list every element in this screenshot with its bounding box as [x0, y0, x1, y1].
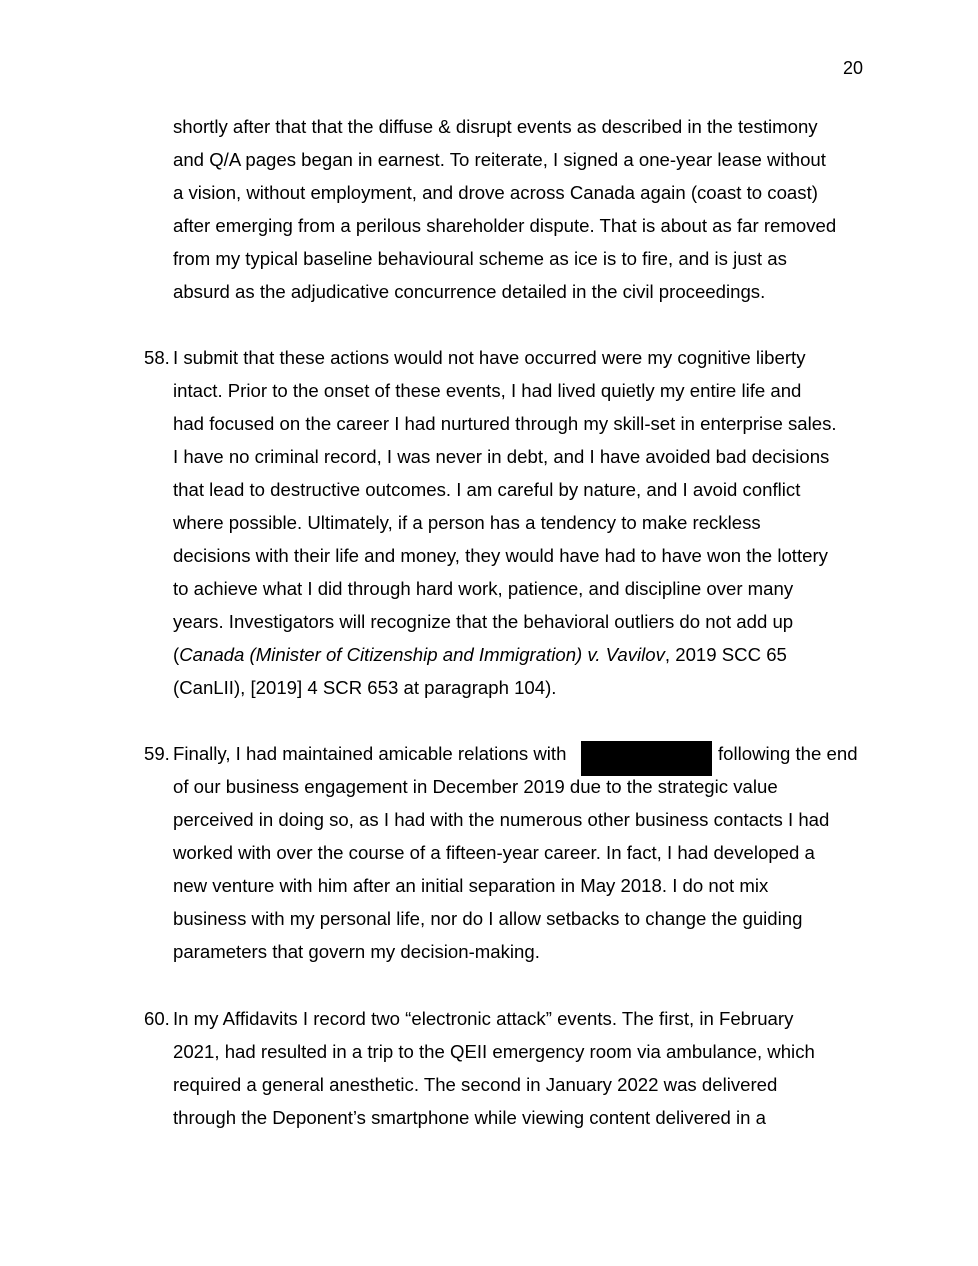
text-line: parameters that govern my decision-making. — [173, 941, 540, 962]
text-line: of our business engagement in December 2019 due to the strategic value — [173, 776, 778, 797]
text-line: I have no criminal record, I was never in debt, and I have avoided bad decisions — [173, 446, 830, 467]
text-line: where possible. Ultimately, if a person has a tendency to make reckless — [173, 512, 761, 533]
text-line: that lead to destructive outcomes. I am careful by nature, and I avoid conflict — [173, 479, 801, 500]
citation-line — [173, 644, 787, 666]
redaction-block — [581, 741, 712, 776]
text-line: through the Deponent’s smartphone while viewing content delivered in a — [173, 1107, 766, 1128]
paragraph-number: 60. — [144, 1008, 170, 1029]
text-line: absurd as the adjudicative concurrence detailed in the civil proceedings. — [173, 281, 766, 302]
text-line: I submit that these actions would not have occurred were my cognitive liberty — [173, 347, 806, 368]
citation-open: ( — [173, 644, 180, 665]
paragraph-number: 59. — [144, 743, 170, 764]
text-line: to achieve what I did through hard work, patience, and discipline over many — [173, 578, 794, 599]
text-line: business with my personal life, nor do I allow setbacks to change the guiding — [173, 908, 803, 929]
text-line: 2021, had resulted in a trip to the QEII emergency room via ambulance, which — [173, 1041, 815, 1062]
text-line: after emerging from a perilous shareholder dispute. That is about as far removed — [173, 215, 837, 236]
text-line: intact. Prior to the onset of these events, I had lived quietly my entire life and — [173, 380, 802, 401]
text-line-continuation: following the end — [718, 743, 858, 764]
text-line: and Q/A pages began in earnest. To reiterate, I signed a one-year lease without — [173, 149, 826, 170]
text-line: from my typical baseline behavioural scheme as ice is to fire, and is just as — [173, 248, 787, 269]
text-line: Finally, I had maintained amicable relations with — [173, 743, 567, 764]
text-line: years. Investigators will recognize that the behavioral outliers do not add up — [173, 611, 794, 632]
text-line: required a general anesthetic. The second in January 2022 was delivered — [173, 1074, 778, 1095]
text-line: new venture with him after an initial separation in May 2018. I do not mix — [173, 875, 769, 896]
text-line: had focused on the career I had nurtured through my skill-set in enterprise sales. — [173, 413, 837, 434]
text-line: In my Affidavits I record two “electronic attack” events. The first, in February — [173, 1008, 794, 1029]
text-line: shortly after that that the diffuse & disrupt events as described in the testimony — [173, 116, 818, 137]
text-line: worked with over the course of a fifteen-year career. In fact, I had developed a — [173, 842, 815, 863]
paragraph-number: 58. — [144, 347, 170, 368]
text-line: (CanLII), [2019] 4 SCR 653 at paragraph 104). — [173, 677, 557, 698]
text-line: a vision, without employment, and drove across Canada again (coast to coast) — [173, 182, 818, 203]
case-name: Canada (Minister of Citizenship and Immigration) v. Vavilov — [179, 644, 665, 665]
text-line: decisions with their life and money, they would have had to have won the lottery — [173, 545, 828, 566]
page-number: 20 — [842, 58, 863, 78]
citation-rest: , 2019 SCC 65 — [664, 644, 787, 665]
text-line: perceived in doing so, as I had with the numerous other business contacts I had — [173, 809, 830, 830]
